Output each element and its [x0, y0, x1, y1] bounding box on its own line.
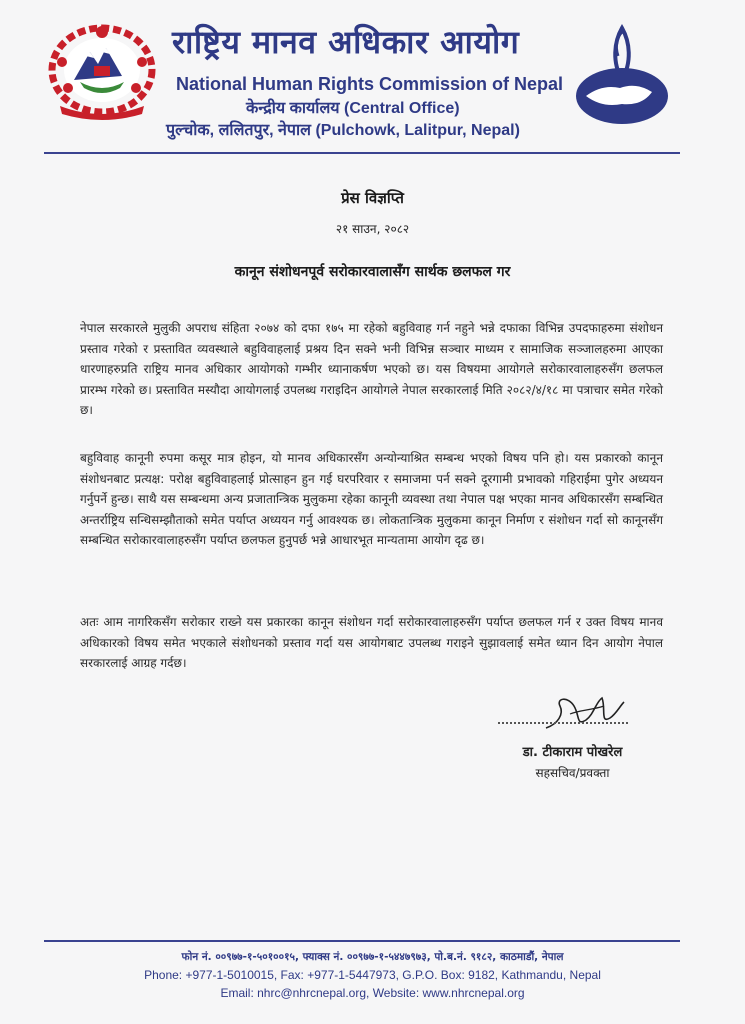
- nhrc-logo-icon: [572, 22, 670, 127]
- footer-contact-nepali: फोन नं. ००९७७-१-५०१००१५, फ्याक्स नं. ००९७७-१-५४४७९७३, पो.ब.नं. ९१८२, काठमाडौं, नेपाल: [181, 951, 564, 963]
- signatory-name: डा. टीकाराम पोखरेल: [522, 745, 623, 760]
- footer-contact-english: Phone: +977-1-5010015, Fax: +977-1-5447973, G.P.O. Box: 9182, Kathmandu, Nepal: [144, 968, 601, 982]
- paragraph-1: नेपाल सरकारले मुलुकी अपराध संहिता २०७४ को दफा १७५ मा रहेको बहुविवाह गर्न नहुने भन्ने दफाका विभिन्न उपदफाहरुमा संशोधन प्रस्ताव गरेको र प्रस्तावित व्यवस्थाले बहुविवाहलाई प्रश्रय दिन सक्ने भनी विभिन्न सञ्चार माध्यम र सामाजिक सञ्जालहरुमा आएका धारणाहरुप्रति राष्ट्रिय मानव अधिकार आयोगको गम्भीर ध्यानाकर्षण भएको छ। यस विषयमा आयोगले सरोकारवालाहरुसँग छलफल प्रारम्भ गरेको छ। प्रस्तावित मस्यौदा आयोगलाई उपलब्ध गराइदिन आयोगले नेपाल सरकारलाई मिति २०८२/४/१८ मा पत्राचार समेत गरेको छ।: [80, 321, 663, 417]
- office-name: केन्द्रीय कार्यालय (Central Office): [246, 100, 460, 117]
- signature-line: [498, 722, 628, 724]
- handwritten-signature: [540, 684, 626, 744]
- document-subject: कानून संशोधनपूर्व सरोकारवालासँग सार्थक छलफल गर: [234, 264, 511, 280]
- org-name-nepali: राष्ट्रिय मानव अधिकार आयोग: [172, 23, 520, 61]
- paragraph-2: बहुविवाह कानूनी रुपमा कसूर मात्र होइन, यो मानव अधिकारसँग अन्योन्याश्रित सम्बन्ध भएको विषय पनि हो। यस प्रकारको कानून संशोधनबाट प्रत्यक्ष: परोक्ष बहुविवाहलाई प्रोत्साहन हुन गई घरपरिवार र समाजमा पर्न सक्ने दूरगामी प्रभावको गहिराईमा पुगेर अध्ययन गर्नुपर्ने हुन्छ। साथै यस सम्बन्धमा अन्य प्रजातान्त्रिक मुलुकमा रहेका कानूनी व्यवस्था तथा नेपाल पक्ष भएका मानव अधिकारसँग सम्बन्धित अन्तर्राष्ट्रिय सन्धिसम्झौताको समेत पर्याप्त अध्ययन गर्नु आवश्यक छ। लोकतान्त्रिक मुलुकमा कानून निर्माण र संशोधन गर्दा सो कानूनसँग सम्बन्धित सरोकारवालाहरुसँग पर्याप्त छलफल हुनुपर्छ भन्ने आधारभूत मान्यतामा आयोग दृढ छ।: [80, 451, 663, 547]
- signatory-role: सहसचिव/प्रवक्ता: [535, 766, 610, 780]
- header-divider: [44, 152, 680, 154]
- document-title: प्रेस विज्ञप्ति: [341, 189, 404, 207]
- nepal-emblem-icon: [46, 22, 158, 122]
- office-address: पुल्चोक, ललितपुर, नेपाल (Pulchowk, Lalitpur, Nepal): [166, 122, 520, 139]
- document-date: २१ साउन, २०८२: [335, 222, 410, 236]
- footer-divider: [44, 940, 680, 942]
- org-name-english: National Human Rights Commission of Nepal: [176, 74, 564, 94]
- footer-web: Email: nhrc@nhrcnepal.org, Website: www.nhrcnepal.org: [220, 986, 525, 1000]
- paragraph-3: अतः आम नागरिकसँग सरोकार राख्ने यस प्रकारका कानून संशोधन गर्दा सरोकारवालाहरुसँग पर्याप्त छलफल गर्न र उक्त विषय मानव अधिकारको विषय समेत भएकाले संशोधनको प्रस्ताव गर्दा यस आयोगबाट उपलब्ध गराइने सुझावलाई समेत ध्यान दिन आयोग नेपाल सरकारलाई आग्रह गर्दछ।: [80, 615, 663, 670]
